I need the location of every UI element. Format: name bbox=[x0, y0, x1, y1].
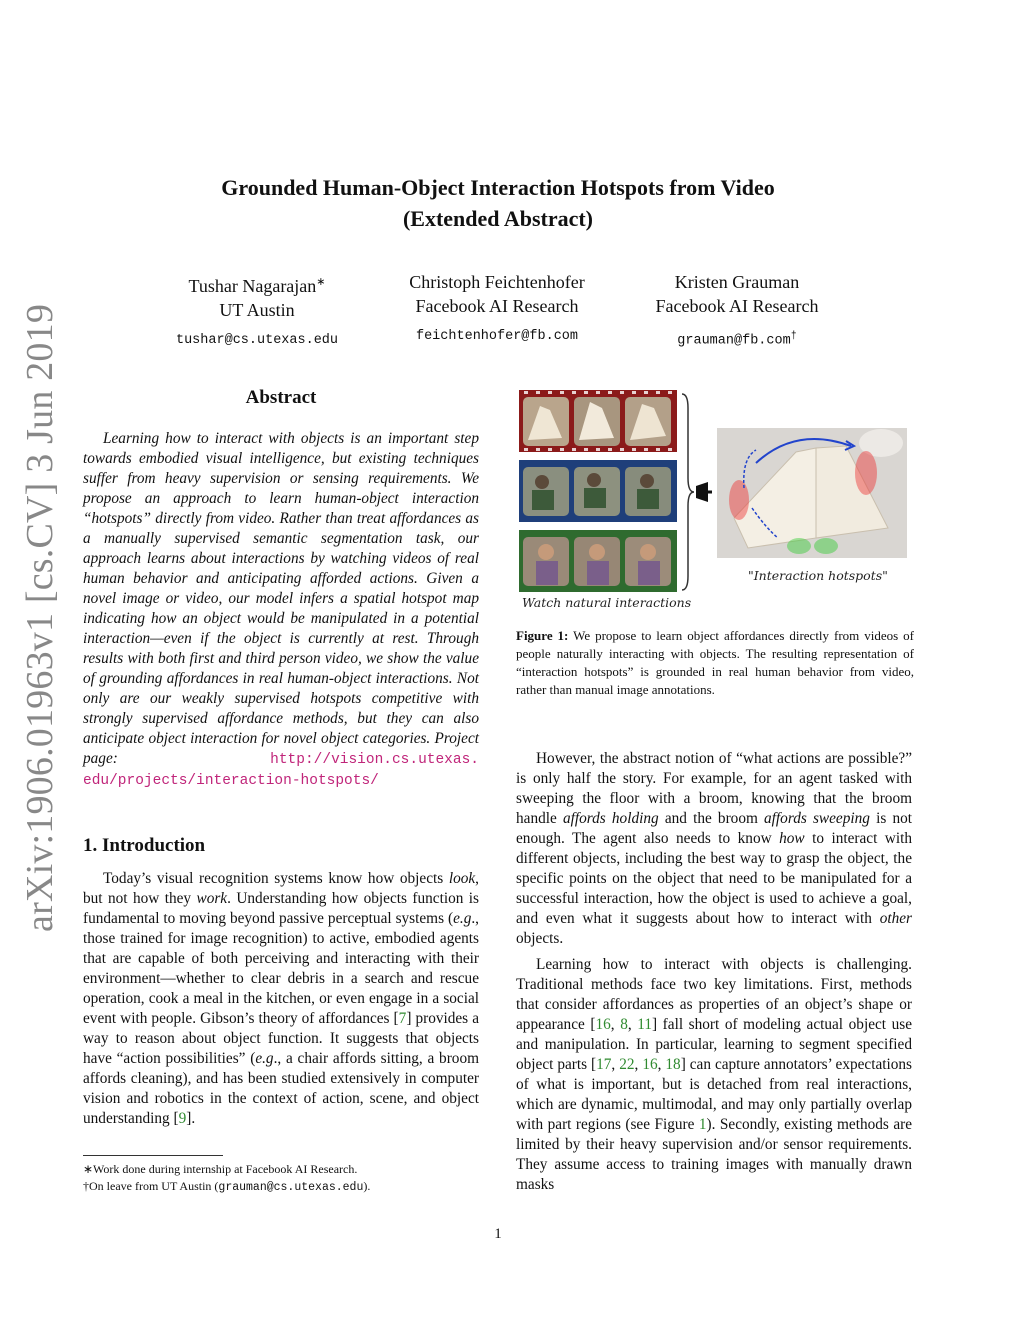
caption-text: We propose to learn object affordances directly from videos of people naturally interacting with objects. The resulting representation of “interaction hotspots” is grounded in real human behavior from video, rather than manual image annotations. bbox=[516, 628, 914, 697]
project-url-2[interactable]: edu/projects/interaction-hotspots/ bbox=[83, 773, 379, 789]
video-strip-red bbox=[519, 390, 677, 452]
arxiv-stamp: arXiv:1906.01963v1 [cs.CV] 3 Jun 2019 bbox=[19, 303, 61, 932]
citation-link[interactable]: 17 bbox=[596, 1056, 612, 1073]
citation-link[interactable]: 9 bbox=[178, 1110, 187, 1127]
person-head bbox=[587, 473, 601, 487]
person-body bbox=[536, 561, 558, 585]
person-body bbox=[584, 488, 606, 508]
caption-label: Figure 1: bbox=[516, 628, 569, 643]
person-head bbox=[535, 475, 549, 489]
footnote-rule bbox=[83, 1155, 223, 1156]
person-head bbox=[640, 544, 656, 560]
page-number: 1 bbox=[494, 1226, 502, 1242]
person-body bbox=[532, 490, 554, 510]
figure-caption bbox=[516, 627, 914, 699]
hotspot-red bbox=[729, 480, 749, 520]
author-affiliation: Facebook AI Research bbox=[655, 296, 819, 316]
author-mark: ∗ bbox=[316, 276, 326, 288]
author-block-3 bbox=[617, 270, 857, 354]
citation-link[interactable]: 11 bbox=[637, 1016, 652, 1033]
author-email[interactable]: grauman@fb.com bbox=[677, 333, 791, 349]
project-url-1[interactable]: http://vision.cs.utexas. bbox=[270, 752, 479, 768]
right-paragraph-1: However, the abstract notion of “what actions are possible?” is only half the story. For example, for an agent tasked with sweeping the floor with a broom, knowing that the broom handle affords holding and the broom affords sweeping is not enough. The agent also needs to know how to interact with different objects, including the best way to grasp the object, the specific points on the object that need to be manipulated for a successful interaction, how the object is used to achieve a goal, and even what it suggests about how to interact with other objects. bbox=[516, 750, 913, 947]
author-block-1 bbox=[137, 270, 377, 353]
citation-link[interactable]: 16 bbox=[642, 1056, 658, 1073]
citation-link[interactable]: 18 bbox=[665, 1056, 681, 1073]
watch-label: Watch natural interactions bbox=[522, 595, 692, 610]
video-strip-green bbox=[519, 530, 677, 592]
hotspot-label: "Interaction hotspots" bbox=[748, 568, 888, 583]
author-name: Christoph Feichtenhofer bbox=[409, 272, 585, 292]
author-affiliation: Facebook AI Research bbox=[415, 296, 579, 316]
person-head bbox=[538, 544, 554, 560]
abstract-heading: Abstract bbox=[245, 387, 317, 408]
right-paragraph-2: Learning how to interact with objects is challenging. Traditional methods face two key limitations. First, methods that consider affordances as properties of an object’s shape or appearance [16, 8, 11] fall short of modeling actual object use and manipulation. In particular, learning to segment specified object parts [17, 22, 16, 18] can capture annotators’ expectations of what is important, but is detached from real interactions, which are dynamic, multimodal, and may only partially overlap with part regions (see Figure 1). Secondly, existing methods are limited by their heavy supervision and/or sensor requirements. They assume access to training images with manually drawn masks bbox=[516, 956, 913, 1193]
author-email[interactable]: feichtenhofer@fb.com bbox=[415, 329, 579, 344]
figure-link[interactable]: 1 bbox=[698, 1116, 707, 1133]
intro-paragraph: Today’s visual recognition systems know how objects look, but not how they work. Understanding how objects function is fundamental to moving beyond passive perceptual systems (e.g., those trained for image recognition) to active, embodied agents that are capable of both perceiving and interacting with their environment—whether to clear debris in a search and rescue operation, cook a meal in the kitchen, or even engage in a social event with people. Gibson’s theory of affordances [7] provides a way to reason about object function. It suggests that objects have “action possibilities” (e.g., a chair affords sitting, a broom affords cleaning), and has been studied extensively in computer vision and robotics in the context of action, scene, and object understanding [9]. bbox=[83, 870, 479, 1127]
hotspot-red bbox=[855, 451, 877, 495]
title-line-1: Grounded Human-Object Interaction Hotspots from Video bbox=[221, 175, 775, 200]
author-affiliation: UT Austin bbox=[219, 300, 295, 320]
citation-link[interactable]: 7 bbox=[398, 1010, 407, 1027]
abstract-text: Learning how to interact with objects is an important step towards embodied visual intelligence, but existing techniques suffer from heavy supervision or sensing requirements. We propose an approach to learn human-object interaction “hotspots” directly from video. Rather than treat affordances as a manually supervised semantic segmentation task, our approach learns about interactions by watching videos of real human behavior and anticipating afforded actions. Given a novel image or video, our model infers a spatial hotspot map indicating how an object would be manipulated in a potential interaction—even if the object is currently at rest. Through results with both first and third person video, we show the value of grounding affordances in real human-object interactions. Not only are our weakly supervised hotspots competitive with strongly supervised affordance methods, but they can also anticipate object interaction for novel object categories. Project page: bbox=[83, 430, 479, 767]
citation-link[interactable]: 16 bbox=[595, 1016, 611, 1033]
footnote-2: †On leave from UT Austin (grauman@cs.utexas.edu). bbox=[83, 1179, 371, 1194]
author-block-2 bbox=[377, 270, 617, 349]
intro-heading: 1. Introduction bbox=[83, 835, 206, 856]
hotspot-green bbox=[814, 538, 838, 554]
citation-link[interactable]: 8 bbox=[620, 1016, 628, 1033]
person-head bbox=[640, 474, 654, 488]
abstract-body bbox=[83, 429, 479, 791]
paper-title bbox=[0, 172, 996, 234]
citation-link[interactable]: 22 bbox=[619, 1056, 635, 1073]
video-strip-blue bbox=[519, 460, 677, 522]
person-body bbox=[638, 561, 660, 585]
hotspot-green bbox=[787, 538, 811, 554]
brace bbox=[682, 394, 694, 590]
author-email[interactable]: tushar@cs.utexas.edu bbox=[175, 333, 339, 348]
person-body bbox=[637, 489, 659, 509]
author-email-mark: † bbox=[790, 331, 797, 342]
author-name: Kristen Grauman bbox=[674, 272, 800, 292]
footnote-1: ∗Work done during internship at Facebook AI Research. bbox=[83, 1162, 358, 1176]
author-name: Tushar Nagarajan bbox=[188, 276, 317, 296]
person-head bbox=[589, 544, 605, 560]
funnel-icon bbox=[696, 482, 708, 502]
footnote-email[interactable]: grauman@cs.utexas.edu bbox=[218, 1181, 364, 1194]
person-body bbox=[587, 561, 609, 585]
title-line-2: (Extended Abstract) bbox=[402, 206, 594, 231]
